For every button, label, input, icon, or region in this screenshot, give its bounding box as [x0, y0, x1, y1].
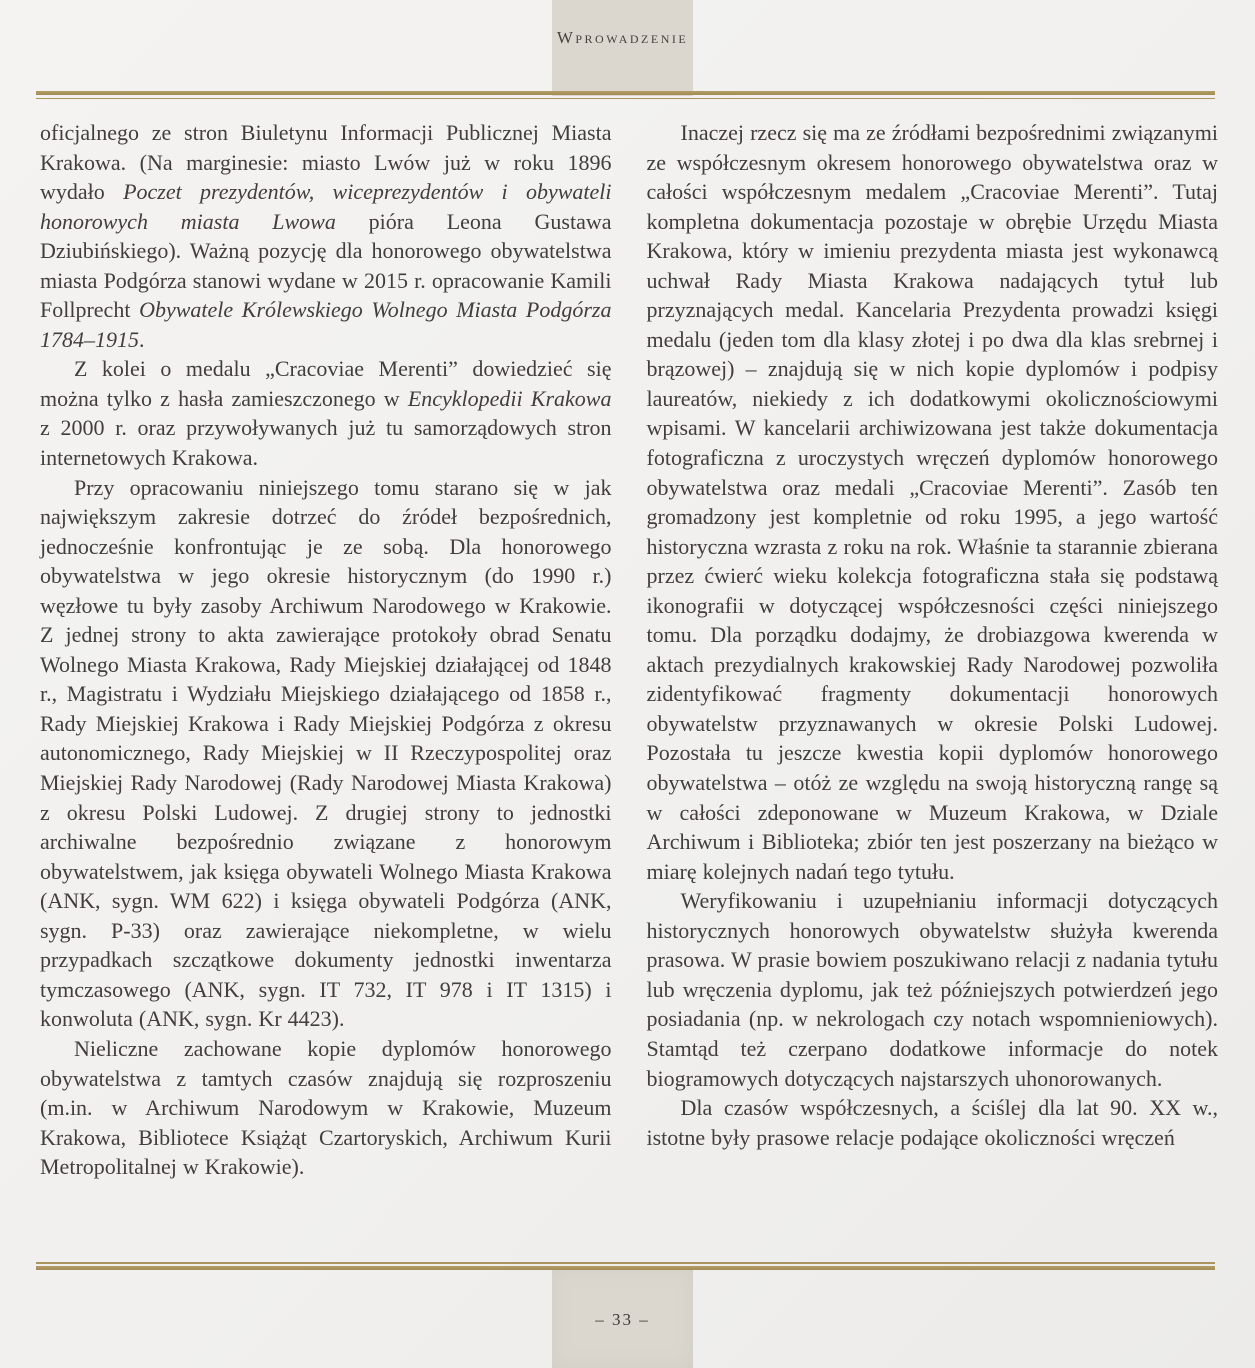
- text-run: z 2000 r. oraz przywoływanych już tu samorządowych stron internetowych Krakowa.: [40, 415, 612, 471]
- page-number: – 33 –: [595, 1310, 650, 1329]
- header-band: [552, 0, 693, 96]
- bottom-ornamental-rule: [36, 1262, 1215, 1270]
- text-run: oficjalnego ze stron Biuletynu Informacji Publicznej Miasta Krakowa. (Na marginesie: miasto Lwów już w roku 1896 wydało: [40, 120, 612, 205]
- top-ornamental-rule: [36, 91, 1215, 99]
- page-body: [40, 118, 1218, 1182]
- paragraph: [40, 1034, 612, 1182]
- rule-thick-line: [36, 1266, 1215, 1270]
- right-column: [647, 118, 1219, 1182]
- paragraph: [647, 118, 1219, 886]
- text-run: Przy opracowaniu niniejszego tomu starano się w jak największym zakresie dotrzeć do źródeł bezpośrednich, jednocześnie konfrontując je ze sobą. Dla honorowego obywatelstwa w jego okresie historycznym (do 1990 r.) węzłowe tu były zasoby Archiwum Narodowego w Krakowie. Z jednej strony to akta zawierające protokoły obrad Senatu Wolnego Miasta Krakowa, Rady Miejskiej działającej od 1848 r., Magistratu i Wydziału Miejskiego działającego od 1858 r., Rady Miejskiej Krakowa i Rady Miejskiej Podgórza z okresu autonomicznego, Rady Miejskiej w II Rzeczypospolitej oraz Miejskiej Rady Narodowej (Rady Narodowej Miasta Krakowa) z okresu Polski Ludowej. Z drugiej strony to jednostki archiwalne bezpośrednio związane z honorowym obywatelstwem, jak księga obywateli Wolnego Miasta Krakowa (ANK, sygn. WM 622) i księga obywateli Podgórza (ANK, sygn. P-33) oraz zawierające niekompletne, w wielu przypadkach szczątkowe dokumenty jednostki inwentarza tymczasowego (ANK, sygn. IT 732, IT 978 i IT 1315) i konwoluta (ANK, sygn. Kr 4423).: [40, 474, 612, 1032]
- text-run: Dla czasów współczesnych, a ściślej dla lat 90. XX w., istotne były prasowe relacje podające okoliczności wręczeń: [646, 1095, 1218, 1150]
- paragraph: [647, 886, 1219, 1093]
- rule-thin-line: [36, 98, 1215, 100]
- paragraph: [40, 118, 612, 354]
- text-run: Nieliczne zachowane kopie dyplomów honorowego obywatelstwa z tamtych czasów znajdują się rozproszeniu (m.in. w Archiwum Narodowym w Krakowie, Muzeum Krakowa, Bibliotece Książąt Czartoryskich, Archiwum Kurii Metropolitalnej w Krakowie).: [40, 1035, 612, 1180]
- text-run: Inaczej rzecz się ma ze źródłami bezpośrednimi związanymi ze współczesnym okresem honorowego obywatelstwa oraz w całości współczesnym medalem „Cracoviae Merenti”. Tutaj kompletna dokumentacja pozostaje w obrębie Urzędu Miasta Krakowa, który w imieniu prezydenta miasta jest wykonawcą uchwał Rady Miasta Krakowa nadających tytuł lub przyznających medal. Kancelaria Prezydenta prowadzi księgi medalu (jeden tom dla klasy złotej i po dwa dla klas srebrnej i brązowej) – znajdują się w nich kopie dyplomów i podpisy laureatów, niekiedy z ich dodatkowymi okolicznościowymi wpisami. W kancelarii archiwizowana jest także dokumentacja fotograficzna z uroczystych wręczeń dyplomów honorowego obywatelstwa oraz medali „Cracoviae Merenti”. Zasób ten gromadzony jest kompletnie od roku 1995, a jego wartość historyczna wzrasta z roku na rok. Właśnie ta starannie zbierana przez ćwierć wieku kolekcja fotograficzna stała się podstawą ikonografii w dotyczącej współczesności części niniejszego tomu. Dla porządku dodajmy, że drobiazgowa kwerenda w aktach prezydialnych krakowskiej Rady Narodowej pozwoliła zidentyfikować fragmenty dokumentacji honorowych obywatelstw przyznawanych w okresie Polski Ludowej. Pozostała tu jeszcze kwestia kopii dyplomów honorowego obywatelstwa – otóż ze względu na swoją historyczną rangę są w całości zdeponowane w Muzeum Krakowa, w Dziale Archiwum i Biblioteka; zbiór ten jest poszerzany na bieżąco w miarę kolejnych nadań tego tytułu.: [646, 120, 1218, 884]
- text-run: .: [139, 326, 145, 352]
- text-run: pióra Leona Gustawa Dziubińskiego). Ważną pozycję dla honorowego obywatelstwa miasta Podgórza stanowi wydane w 2015 r. opracowanie Kamili Follprecht: [40, 208, 612, 323]
- text-run: Z kolei o medalu „Cracoviae Merenti” dowiedzieć się można tylko z hasła zamieszczonego w: [40, 356, 612, 411]
- paragraph: [647, 1093, 1219, 1152]
- left-column: [40, 118, 612, 1182]
- italic-text-run: Encyklopedii Krakowa: [407, 385, 612, 411]
- paragraph: [40, 354, 612, 472]
- italic-text-run: Poczet prezydentów, wiceprezydentów i obywateli honorowych miasta Lwowa: [40, 179, 612, 234]
- text-run: Weryfikowaniu i uzupełnianiu informacji dotyczących historycznych honorowych obywatelstw służyła kwerenda prasowa. W prasie bowiem poszukiwano relacji z nadania tytułu lub wręczenia dyplomu, jak też późniejszych potwierdzeń jego posiadania (np. w nekrologach czy notach wspomnieniowych). Stamtąd też czerpano dodatkowe informacje do notek biogramowych dotyczących najstarszych uhonorowanych.: [646, 888, 1218, 1091]
- running-header: Wprowadzenie: [556, 28, 689, 47]
- italic-text-run: Obywatele Królewskiego Wolnego Miasta Podgórza 1784–1915: [40, 297, 612, 352]
- paragraph: [40, 473, 612, 1034]
